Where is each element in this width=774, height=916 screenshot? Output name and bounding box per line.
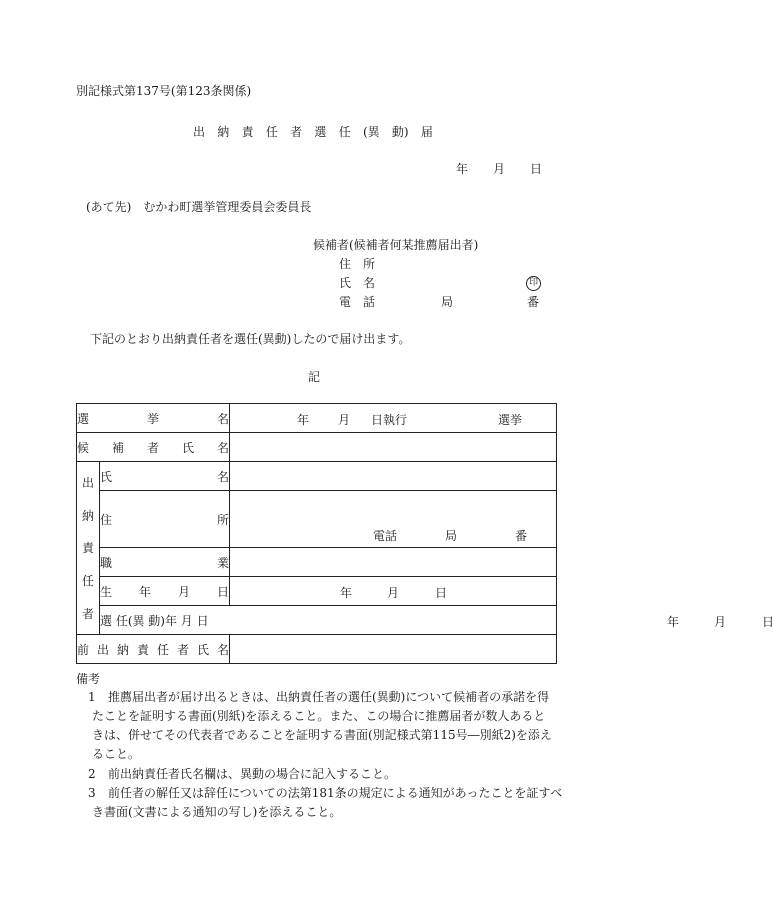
note-line — [92, 803, 572, 822]
applicant-phone-kyoku: 局 — [441, 295, 454, 309]
note-line — [88, 688, 568, 707]
label-char: 生 — [100, 584, 113, 599]
treasurer-address-label: 住 所 — [100, 491, 230, 548]
label-char: 日 — [217, 584, 230, 599]
title-char: 納 — [217, 125, 230, 139]
row-appoint-date: 選 任(異 動)年 月 日 年 月 日 — [77, 606, 557, 635]
election-value[interactable]: 年 月 日執行 選挙 — [230, 404, 557, 433]
date-year: 年 — [456, 162, 469, 176]
label-char: 納 — [117, 642, 130, 657]
treasurer-char: 任 — [81, 574, 94, 589]
applicant-phone-ban: 番 — [527, 295, 540, 309]
label-char: 任 — [157, 642, 170, 657]
label-char: 前 — [77, 642, 90, 657]
treasurer-name-value[interactable] — [230, 462, 557, 491]
prev-treasurer-value[interactable] — [230, 635, 557, 664]
label-char: 名 — [217, 440, 230, 455]
note-number: 2 — [88, 767, 96, 781]
treasurer-name-label: 氏 名 — [100, 462, 230, 491]
row-prev-treasurer — [77, 635, 557, 664]
label-char: 月 — [178, 584, 191, 599]
treasurer-vertical-label — [77, 462, 100, 635]
title-char: 任 — [338, 125, 351, 139]
label-char: 候 — [77, 440, 90, 455]
note-text: 推薦届出者が届け出るときは、出納責任者の選任(異動)について候補者の承諾を得 — [108, 690, 550, 704]
label-char: 氏 — [197, 642, 210, 657]
note-text: ること。 — [92, 747, 141, 761]
title-char: 届 — [420, 125, 433, 139]
intro-text: 下記のとおり出納責任者を選任(異動)したので届け出ます。 — [90, 332, 411, 346]
applicant-title: 候補者(候補者何某推薦届出者) — [313, 238, 479, 252]
seal-icon: 印 — [526, 274, 541, 291]
applicant-phone-label: 電 話 — [339, 295, 376, 309]
label-char: 氏 — [182, 440, 195, 455]
treasurer-char: 納 — [81, 508, 94, 523]
candidate-value[interactable] — [230, 433, 557, 462]
note-text: 前出納責任者氏名欄は、異動の場合に記入すること。 — [108, 767, 397, 781]
note-text: きは、併せてその代表者であることを証明する書面(別記様式第115号―別紙2)を添え — [92, 728, 552, 742]
note-line — [88, 784, 568, 803]
note-line — [92, 726, 572, 745]
treasurer-char: 責 — [81, 541, 94, 556]
title-char: 任 — [265, 125, 278, 139]
treasurer-birth-value[interactable]: 年 月 日 — [230, 577, 557, 606]
form-table — [76, 403, 774, 664]
label-char: 年 — [139, 584, 152, 599]
title-char: 者 — [290, 125, 303, 139]
treasurer-job-value[interactable] — [230, 548, 557, 577]
notes-heading: 備考 — [76, 672, 101, 686]
label-char: 補 — [112, 440, 125, 455]
treasurer-job-label: 職 業 — [100, 548, 230, 577]
note-text: 前任者の解任又は辞任についての法第181条の規定による通知があったことを証すべ — [108, 786, 563, 800]
form-title — [193, 123, 433, 140]
treasurer-char: 者 — [81, 607, 94, 622]
note-line — [92, 745, 572, 764]
ki-heading: 記 — [308, 370, 321, 384]
label-char: 選 — [77, 411, 90, 426]
label-char: 名 — [217, 411, 230, 426]
form-reference: 別記様式第137号(第123条関係) — [76, 84, 252, 98]
row-treasurer-name — [77, 462, 557, 491]
note-line — [92, 707, 572, 726]
treasurer-char: 出 — [81, 475, 94, 490]
row-treasurer-address — [77, 491, 557, 548]
title-char: 出 — [193, 125, 206, 139]
title-char: 動) — [391, 125, 409, 139]
election-label — [77, 404, 230, 433]
note-number: 1 — [88, 690, 96, 704]
label-char: 挙 — [147, 411, 160, 426]
title-char: 選 — [314, 125, 327, 139]
title-char: (異 — [362, 125, 380, 139]
row-treasurer-birth — [77, 577, 557, 606]
label-char: 名 — [217, 642, 230, 657]
label-char: 出 — [97, 642, 110, 657]
treasurer-address-value[interactable]: 電話 局 番 — [230, 491, 557, 548]
addressee: (あて先) むかわ町選挙管理委員会委員長 — [86, 200, 312, 214]
label-char: 責 — [137, 642, 150, 657]
treasurer-birth-label — [100, 577, 230, 606]
note-line — [88, 765, 568, 784]
row-candidate — [77, 433, 557, 462]
note-text: たことを証明する書面(別紙)を添えること。また、この場合に推薦届者が数人あると — [92, 709, 546, 723]
prev-treasurer-label — [77, 635, 230, 664]
label-char: 者 — [177, 642, 190, 657]
note-text: き書面(文書による通知の写し)を添えること。 — [92, 805, 342, 819]
row-election — [77, 404, 557, 433]
label-char: 者 — [147, 440, 160, 455]
submission-date — [456, 160, 542, 177]
note-number: 3 — [88, 786, 96, 800]
appoint-label: 選 任(異 動)年 月 日 — [100, 606, 557, 635]
title-char: 責 — [241, 125, 254, 139]
candidate-label — [77, 433, 230, 462]
applicant-name-label: 氏 名 — [339, 276, 376, 290]
applicant-address-label: 住 所 — [339, 257, 376, 271]
row-treasurer-job — [77, 548, 557, 577]
date-month: 月 — [492, 162, 505, 176]
date-day: 日 — [529, 162, 542, 176]
